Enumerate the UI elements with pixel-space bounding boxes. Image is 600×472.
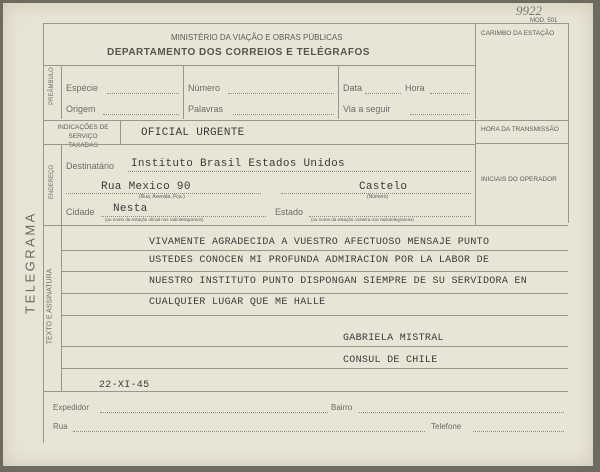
service-value: OFICIAL URGENTE	[141, 127, 245, 139]
ministry-title: MINISTÉRIO DA VIAÇÃO E OBRAS PÚBLICAS	[171, 33, 343, 42]
number-hint: (Número)	[367, 194, 389, 200]
department-title: DEPARTAMENTO DOS CORREIOS E TELÉGRAFOS	[107, 47, 370, 58]
origem-field[interactable]	[103, 114, 179, 115]
station-stamp-label: CARIMBO DA ESTAÇÃO	[481, 30, 555, 37]
telegram-label: TELEGRAMA	[22, 211, 38, 314]
preamble-divider-2	[338, 65, 339, 119]
frame-right-line	[568, 23, 569, 223]
message-line-4: CUALQUIER LUGAR QUE ME HALLE	[149, 297, 326, 308]
text-rule-4	[61, 315, 568, 316]
expedidor-field[interactable]	[100, 412, 328, 413]
via-field[interactable]	[410, 114, 470, 115]
telegram-form	[3, 3, 593, 466]
estado-label: Estado	[275, 207, 304, 217]
frame-left-line	[43, 23, 44, 443]
preamble-divider-1	[183, 65, 184, 119]
service-label: INDICAÇÕES DE SERVIÇO TAXADAS	[57, 124, 109, 149]
telefone-label: Telefone	[431, 422, 462, 431]
service-divider	[120, 120, 121, 144]
signature-title: CONSUL DE CHILE	[343, 355, 438, 366]
rua-field[interactable]	[73, 431, 425, 432]
cidade-hint: (ou nome da estação oficial nos radiotelegramas)	[105, 217, 204, 222]
especie-field[interactable]	[107, 93, 179, 94]
number-value: Castelo	[359, 181, 408, 193]
text-rule-5	[61, 346, 568, 347]
estado-hint: (ou nome da estação costeira nos radiotelegramas)	[311, 217, 414, 222]
handwritten-number: 9922	[516, 3, 542, 18]
data-label: Data	[343, 83, 363, 93]
frame-top-line	[43, 23, 568, 24]
street-hint: (Rua, Avenida, Pça.)	[139, 194, 185, 200]
transmission-bottom-line	[475, 143, 568, 144]
model-number: MOD. 501	[530, 18, 558, 24]
street-value: Rua Mexico 90	[101, 181, 191, 193]
data-field[interactable]	[365, 93, 401, 94]
telegram-date: 22-XI-45	[99, 380, 150, 391]
numero-label: Número	[188, 83, 221, 93]
text-rule-2	[61, 271, 568, 272]
message-line-1: VIVAMENTE AGRADECIDA A VUESTRO AFECTUOSO MENSAJE PUNTO	[149, 237, 490, 248]
message-line-2: USTEDES CONOCEN MI PROFUNDA ADMIRACION POR LA LABOR DE	[149, 255, 490, 266]
service-top-line	[43, 120, 568, 121]
address-side-label: ENDEREÇO	[49, 165, 55, 200]
right-column-line	[475, 120, 476, 225]
message-line-3: NUESTRO INSTITUTO PUNTO DISPONGAN SIEMPRE DE SU SERVIDORA EN	[149, 276, 528, 287]
destinatario-label: Destinatário	[66, 161, 115, 171]
text-rule-6	[61, 368, 568, 369]
bairro-label: Bairro	[331, 403, 353, 412]
address-side-line	[61, 144, 62, 225]
text-rule-1	[61, 250, 568, 251]
preamble-side-line	[61, 65, 62, 119]
text-rule-3	[61, 293, 568, 294]
preamble-top-line	[43, 65, 475, 66]
numero-field[interactable]	[228, 93, 334, 94]
cidade-label: Cidade	[66, 207, 95, 217]
hora-field[interactable]	[430, 93, 470, 94]
body-top-line	[43, 225, 568, 226]
cidade-value: Nesta	[113, 203, 148, 215]
telefone-field[interactable]	[473, 431, 564, 432]
destinatario-value: Instituto Brasil Estados Unidos	[131, 158, 345, 170]
origem-label: Origem	[66, 104, 96, 114]
expedidor-label: Expedidor	[53, 403, 90, 412]
especie-label: Espécie	[66, 83, 99, 93]
footer-top-line	[43, 391, 568, 392]
operator-label: INICIAIS DO OPERADOR	[481, 176, 557, 183]
hora-label: Hora	[405, 83, 425, 93]
palavras-label: Palavras	[188, 104, 224, 114]
bairro-field[interactable]	[359, 412, 564, 413]
stamp-divider-line	[475, 23, 476, 119]
transmission-label: HORA DA TRANSMISSÃO	[481, 126, 559, 133]
body-side-label: TEXTO E ASSINATURA	[46, 268, 54, 345]
preamble-side-label: PREÂMBULO	[49, 67, 55, 105]
palavras-field[interactable]	[233, 114, 334, 115]
signature-name: GABRIELA MISTRAL	[343, 333, 444, 344]
via-label: Via a seguir	[343, 104, 391, 114]
destinatario-field[interactable]	[128, 171, 471, 172]
address-top-line	[43, 144, 475, 145]
rua-label: Rua	[53, 422, 68, 431]
